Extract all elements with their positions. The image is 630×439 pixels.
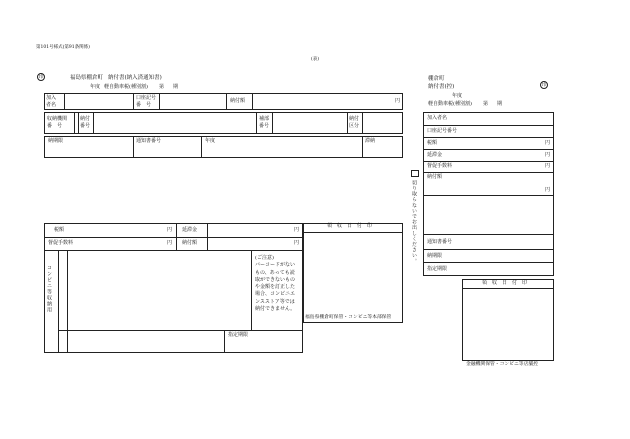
stub-designated-deadline-label: 指定期限 <box>427 266 448 272</box>
stub-receipt-stamp-box <box>462 279 554 361</box>
stub-receipt-stamp-label: 領 収 日 付 印 <box>482 280 528 286</box>
stub-tax-yen: 円 <box>545 140 551 146</box>
receipt-stamp-label: 領 収 日 付 印 <box>327 223 373 229</box>
account-label: 口座記号 番 号 <box>136 95 157 108</box>
tax-name: 軽自動車税(種別割) <box>104 84 148 90</box>
subscriber-row <box>44 93 403 110</box>
cut-line-text: 切り取らないでお出しください。 <box>411 180 417 264</box>
delinquent-yen: 円 <box>294 227 300 233</box>
stub-issuer: 棚倉町 <box>428 76 445 82</box>
arrears-label: 滞納 <box>365 138 376 144</box>
period-prefix: 第 <box>159 84 165 90</box>
tax-amount-label: 税額 <box>54 227 65 233</box>
fiscal-year-label: 年度 <box>205 138 216 144</box>
yen-unit: 円 <box>395 98 401 104</box>
stub-tax-name: 軽自動車税(種別割) <box>428 101 472 107</box>
form-number: 第101号様式(第91条関係) <box>36 45 90 50</box>
stub-account-label: 口座記号番号 <box>427 128 458 134</box>
notice-number-label: 通知書番号 <box>136 138 162 144</box>
cut-mark <box>411 170 419 177</box>
seal-stamp: 印 <box>38 74 44 80</box>
payment-number-label: 納付 番号 <box>80 116 91 129</box>
stub-tax-amount-label: 税額 <box>427 140 438 146</box>
stub-period-prefix: 第 <box>483 101 489 107</box>
issuer-name: 福島県棚倉町 <box>70 75 104 81</box>
stub-notice-number-label: 通知書番号 <box>427 239 453 245</box>
payment-category-label: 納付 区分 <box>349 116 360 129</box>
designated-deadline-label: 指定期限 <box>228 332 249 338</box>
reminder-fee-label: 督促手数料 <box>48 240 74 246</box>
payment-total-label: 納付額 <box>182 240 198 246</box>
stub-subscriber-label: 加入者名 <box>427 115 448 121</box>
stub-year-unit: 年度 <box>452 93 463 99</box>
year-unit: 年度 <box>90 84 101 90</box>
stub-reminder-label: 督促手数料 <box>427 163 453 169</box>
subscriber-label: 加入 者名 <box>46 95 57 108</box>
tax-yen: 円 <box>167 227 173 233</box>
stub-total-yen: 円 <box>545 187 551 193</box>
payment-amount-label: 納付額 <box>230 98 246 104</box>
stub-total-label: 納付額 <box>427 174 443 180</box>
period-suffix: 期 <box>173 84 179 90</box>
stub-title: 納付書(控) <box>428 84 455 90</box>
stub-delinquent-label: 延滞金 <box>427 152 443 158</box>
convenience-label: コンビニ等収納用 <box>46 265 52 313</box>
stub-period-suffix: 期 <box>497 101 503 107</box>
total-yen: 円 <box>294 240 300 246</box>
form-title: 納付書(納入済通知書) <box>108 75 162 81</box>
caution-note: (ご注意) バーコードがない もの、あっても読 取ができないもの や金額を訂正した 場合、コンビニエ ンスストア等では 納付できません。 <box>255 255 296 312</box>
deadline-row <box>44 136 403 158</box>
stub-reminder-yen: 円 <box>545 163 551 169</box>
reminder-yen: 円 <box>167 240 173 246</box>
stub-total-box <box>423 172 554 196</box>
side-label: (表) <box>311 57 320 62</box>
suffix-number-label: 補部 番号 <box>259 116 270 129</box>
stub-caption: 金融機関保管・コンビニ等店舗控 <box>466 362 538 367</box>
stub-deadline-label: 納期限 <box>427 253 443 259</box>
receipt-stamp-box <box>303 223 403 323</box>
bank-stamp-caption: 福島県棚倉町保管・コンビニ等本部保管 <box>305 315 392 320</box>
deadline-label: 納期限 <box>48 138 64 144</box>
stub-delinquent-yen: 円 <box>545 152 551 158</box>
delinquent-charge-label: 延滞金 <box>182 227 198 233</box>
stub-seal-stamp: 印 <box>541 82 547 88</box>
collecting-org-label: 収納機関 番 号 <box>47 116 68 129</box>
